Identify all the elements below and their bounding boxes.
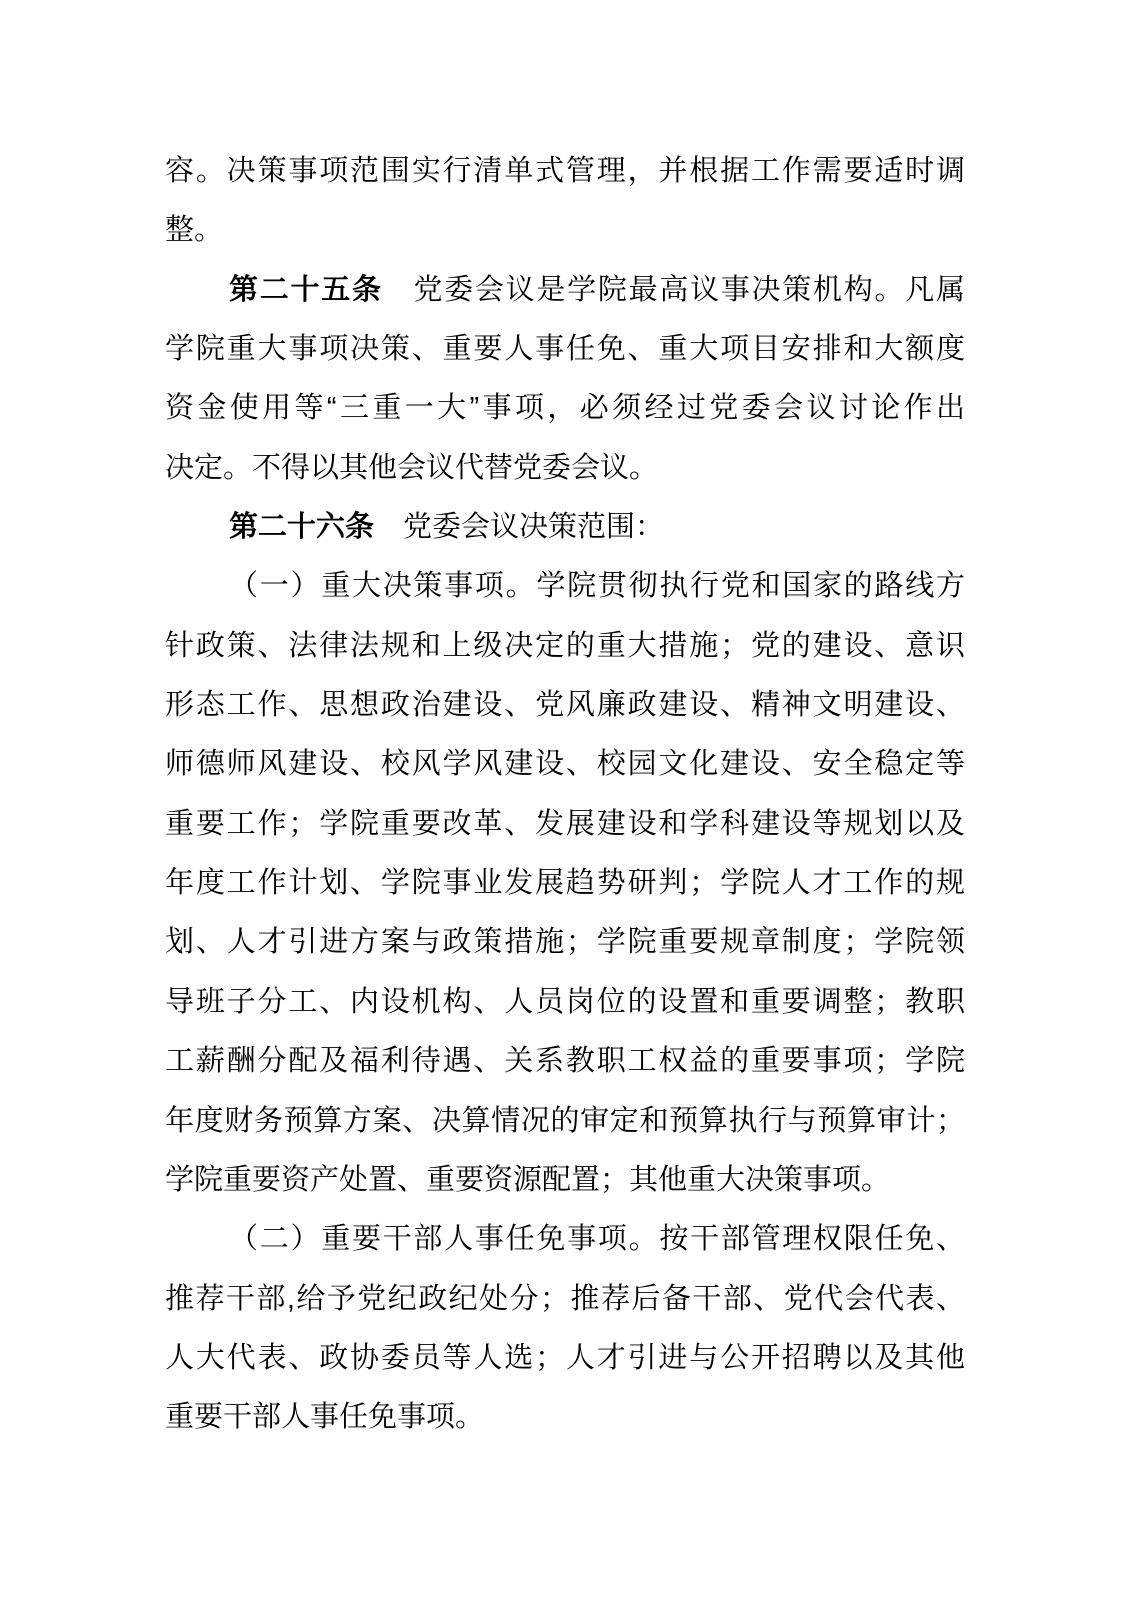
- text-line: [165, 1329, 965, 1388]
- line-text: 形态工作、思想政治建设、党风廉政建设、精神文明建设、: [165, 689, 965, 722]
- line-text: 整。: [165, 214, 224, 247]
- line-text: 导班子分工、内设机构、人员岗位的设置和重要调整；教职: [165, 985, 965, 1018]
- line-text: 重要工作；学院重要改革、发展建设和学科建设等规划以及: [165, 807, 965, 840]
- text-line: [165, 913, 965, 972]
- text-line: [165, 379, 965, 438]
- text-line: [165, 557, 965, 616]
- text-line: [165, 439, 965, 498]
- line-text: 党委会议是学院最高议事决策机构。凡属: [382, 273, 965, 306]
- text-line: [165, 142, 965, 201]
- text-line: [165, 854, 965, 913]
- line-text: 师德师风建设、校风学风建设、校园文化建设、安全稳定等: [165, 748, 965, 781]
- clause-number: 第二十六条: [229, 511, 375, 544]
- clause-number: 第二十五条: [229, 273, 383, 306]
- line-text: 容。决策事项范围实行清单式管理，并根据工作需要适时调: [165, 155, 965, 187]
- line-text: 资金使用等“三重一大”事项，必须经过党委会议讨论作出: [165, 392, 965, 425]
- line-text: 工薪酬分配及福利待遇、关系教职工权益的重要事项；学院: [165, 1045, 965, 1078]
- text-line: [165, 795, 965, 854]
- line-text: 人大代表、政协委员等人选；人才引进与公开招聘以及其他: [165, 1341, 965, 1374]
- text-line: [165, 1092, 965, 1151]
- text-line: [165, 1270, 965, 1329]
- line-text: 决定。不得以其他会议代替党委会议。: [165, 451, 659, 484]
- text-line: [165, 1210, 965, 1269]
- line-text: 推荐干部,给予党纪政纪处分；推荐后备干部、党代会代表、: [165, 1282, 965, 1315]
- line-text: 划、人才引进方案与政策措施；学院重要规章制度；学院领: [165, 926, 965, 959]
- text-line: [165, 261, 965, 320]
- text-line: [165, 201, 965, 260]
- line-text: 年度工作计划、学院事业发展趋势研判；学院人才工作的规: [165, 867, 965, 900]
- text-line: [165, 1388, 965, 1447]
- text-line: [165, 320, 965, 379]
- text-line: [165, 498, 965, 557]
- text-line: [165, 617, 965, 676]
- text-line: [165, 676, 965, 735]
- text-line: [165, 735, 965, 794]
- line-text: （一）重大决策事项。学院贯彻执行党和国家的路线方: [229, 570, 965, 603]
- text-line: [165, 973, 965, 1032]
- line-text: 针政策、法律法规和上级决定的重大措施；党的建设、意识: [165, 629, 965, 662]
- line-text: 重要干部人事任免事项。: [165, 1401, 485, 1434]
- line-text: 学院重大事项决策、重要人事任免、重大项目安排和大额度: [165, 333, 965, 366]
- text-line: [165, 1151, 965, 1210]
- text-line: [165, 1032, 965, 1091]
- document-text-block: [165, 142, 965, 1448]
- line-text: 党委会议决策范围：: [374, 511, 665, 544]
- line-text: （二）重要干部人事任免事项。按干部管理权限任免、: [229, 1223, 965, 1256]
- line-text: 年度财务预算方案、决算情况的审定和预算执行与预算审计；: [165, 1104, 965, 1137]
- line-text: 学院重要资产处置、重要资源配置；其他重大决策事项。: [165, 1163, 891, 1196]
